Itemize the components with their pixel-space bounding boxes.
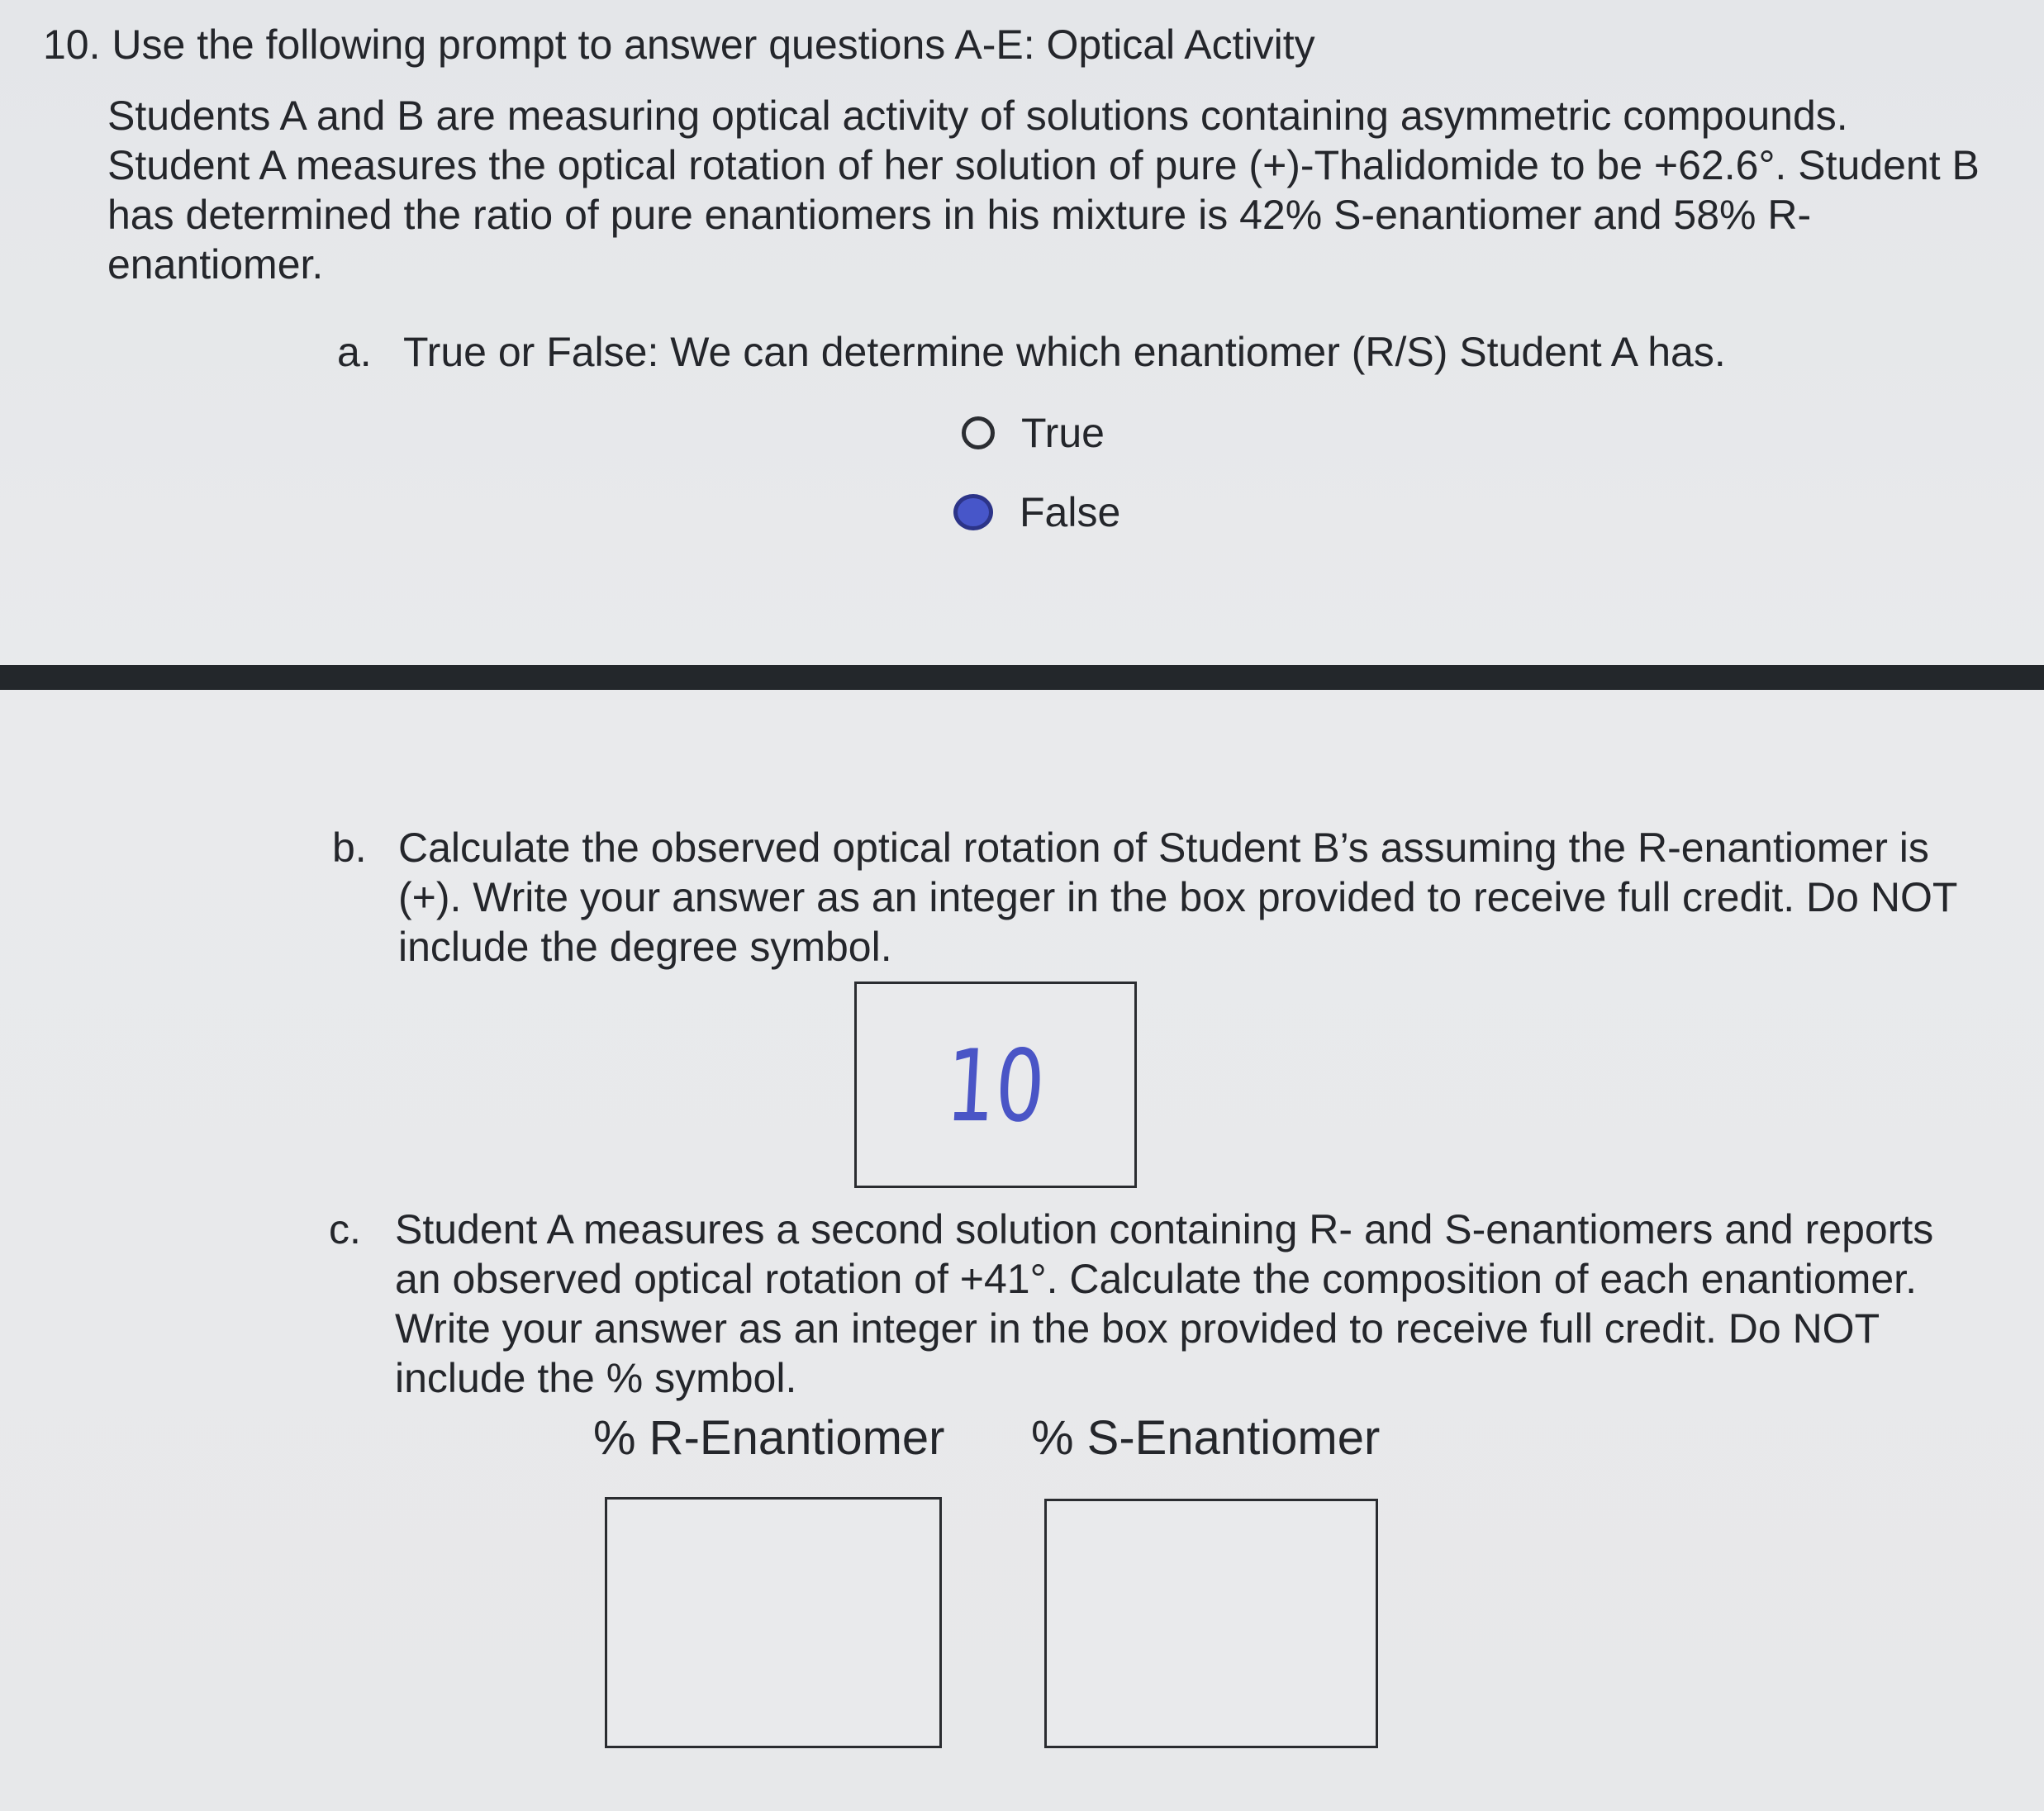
option-true[interactable]	[962, 408, 1105, 458]
part-b-line: (+). Write your answer as an integer in the box provided to receive full credit. Do NOT	[398, 874, 1958, 920]
part-a-question: True or False: We can determine which enantiomer (R/S) Student A has.	[403, 329, 1726, 375]
section-divider	[0, 665, 2044, 690]
prompt-line: has determined the ratio of pure enantiomers in his mixture is 42% S-enantiomer and 58% R-	[107, 192, 1812, 238]
s-enantiomer-answer-box[interactable]	[1044, 1499, 1378, 1748]
option-false-label: False	[1020, 489, 1121, 535]
option-true-label: True	[1021, 410, 1105, 456]
part-c-line: Student A measures a second solution containing R- and S-enantiomers and reports	[395, 1206, 1934, 1252]
part-a-letter: a.	[337, 329, 372, 375]
r-enantiomer-answer-value	[637, 1500, 910, 1746]
question-prompt	[107, 91, 1980, 289]
option-false[interactable]	[953, 487, 1120, 537]
s-enantiomer-label: % S-Enantiomer	[1031, 1411, 1381, 1465]
prompt-line: enantiomer.	[107, 241, 324, 288]
part-b-line: Calculate the observed optical rotation of Student B’s assuming the R-enantiomer is	[398, 825, 1929, 871]
s-enantiomer-answer-value	[1077, 1501, 1347, 1746]
part-c-line: an observed optical rotation of +41°. Calculate the composition of each enantiomer.	[395, 1256, 1917, 1302]
part-b-line: include the degree symbol.	[398, 924, 892, 970]
part-c-line: include the % symbol.	[395, 1355, 797, 1401]
r-enantiomer-label: % R-Enantiomer	[593, 1411, 945, 1465]
part-b-answer-value: 10	[943, 1029, 1048, 1144]
prompt-line: Student A measures the optical rotation of her solution of pure (+)-Thalidomide to be +62.6°. Student B	[107, 142, 1980, 188]
part-b-question	[398, 823, 1957, 972]
part-c-line: Write your answer as an integer in the box provided to receive full credit. Do NOT	[395, 1305, 1880, 1352]
r-enantiomer-answer-box[interactable]	[605, 1497, 942, 1748]
prompt-line: Students A and B are measuring optical activity of solutions containing asymmetric compounds.	[107, 93, 1848, 139]
radio-true-icon[interactable]	[962, 416, 995, 449]
part-b-letter: b.	[332, 825, 367, 871]
part-c-letter: c.	[329, 1206, 361, 1252]
part-c-question	[395, 1205, 1933, 1403]
part-b-answer-box[interactable]	[854, 982, 1137, 1188]
radio-false-selected-icon[interactable]	[953, 494, 993, 530]
question-header: 10. Use the following prompt to answer questions A-E: Optical Activity	[43, 21, 1315, 68]
